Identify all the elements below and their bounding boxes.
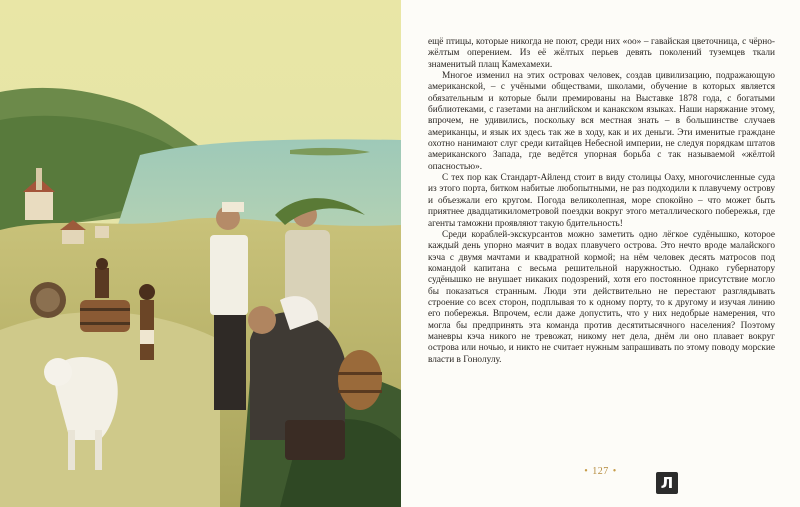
paragraph: Среди кораблей-экскурсантов можно заметить одно лёгкое судёнышко, которое каждый день упорно маячит в водах плавучего острова. Это нечто вроде малайского кэча с двумя мачтами и квадратной кормой; на нём человек десять матросов под командой капитана с весьма решительной наружностью. Однако губернатору судёнышко не внушает никаких подозрений, хотя его постоянное присутствие могло бы показаться странным. Люди эти действительно не перестают разглядывать строение со всех сторон, подплывая то к одному порту, то к другому и изучая линию его побережья. Впрочем, если даже допустить, что у них недобрые намерения, что могла бы предпринять эта команда против десятитысячного населения? Поэтому маневры кэча никого не тревожат, никому нет дела, днём ли оно плавает вокруг острова или ночью, и никто не считает нужным запрашивать по этому поводу морские власти в Гонолулу. bbox=[428, 229, 775, 365]
publisher-logo-icon bbox=[656, 472, 678, 494]
text-page bbox=[401, 0, 800, 507]
page-number bbox=[401, 466, 800, 477]
body-text-column bbox=[428, 37, 775, 366]
page-number-value: 127 bbox=[592, 466, 609, 477]
paragraph: С тех пор как Стандарт-Айленд стоит в виду столицы Оаху, многочисленные суда из этого порта, битком набитые любопытными, не раз подходили к плавучему острову и объезжали его кругом. Погода великолепная, море спокойно – что может быть приятнее двадцатикилометровой поездки вокруг этого металлического побережья, где агенты таможни проявляют такую бдительность! bbox=[428, 173, 775, 229]
folio-ornament-left: • bbox=[584, 466, 589, 477]
paragraph: ещё птицы, которые никогда не поют, среди них «оо» – гавайская цветочница, с чёрно-жёлтым оперением. Из её жёлтых перьев девять поколений туземцев ткали знаменитый плащ Камехамехи. bbox=[428, 37, 775, 70]
publisher-logo-letter: Л bbox=[660, 474, 674, 492]
paragraph: Многое изменил на этих островах человек, создав цивилизацию, подражающую американской, – с учёными обществами, школами, обучение в которых является обязательным и которые были премированы на Выставке 1878 года, с богатыми библиотеками, с газетами на английском и канакском языках. Наши наряжание этому, впрочем, не удивились, поскольку вся местная знать – в большинстве случаев американцы, и язык их здесь так же в ходу, как и их деньги. Эти именитые граждане охотно нанимают слуг среди китайцев Небесной империи, не следуя порядкам штатов американского Запада, где ведётся упорная борьба с так называемой «жёлтой опасностью». bbox=[428, 71, 775, 172]
folio-ornament-right: • bbox=[612, 466, 617, 477]
